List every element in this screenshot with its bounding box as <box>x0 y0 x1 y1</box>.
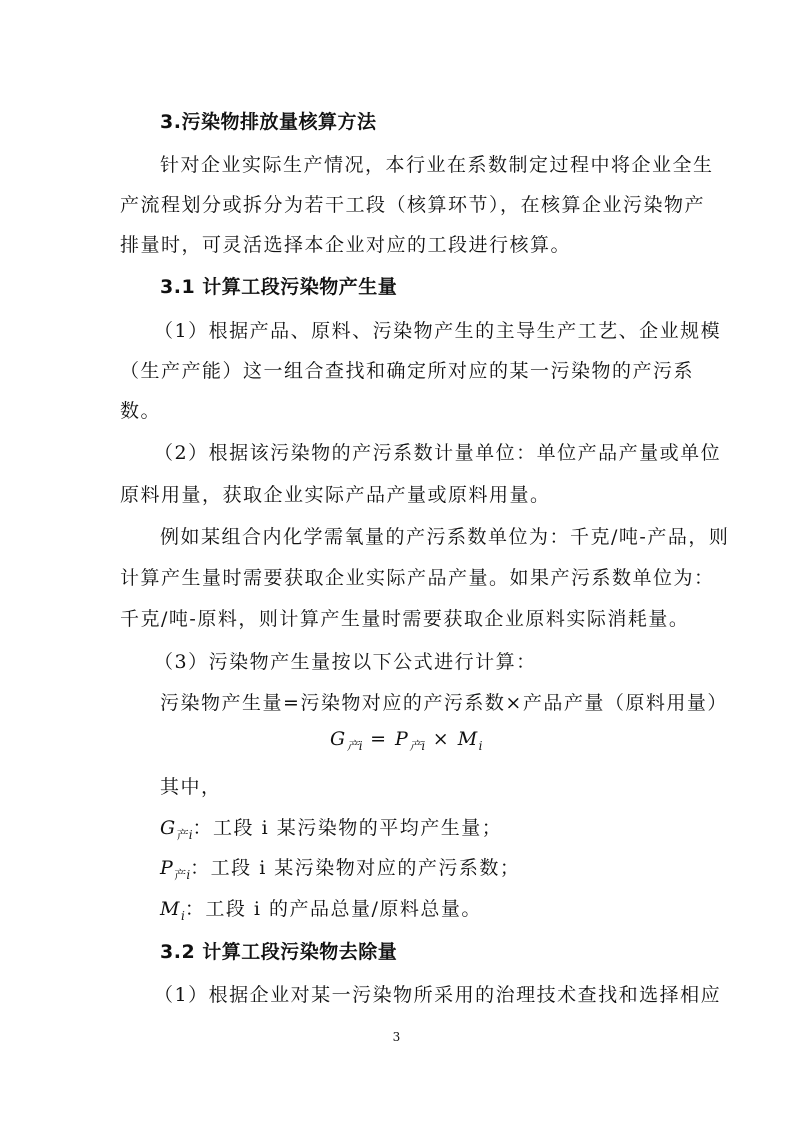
intro-line-1: 针对企业实际生产情况，本行业在系数制定过程中将企业全生 <box>160 154 714 176</box>
formula-times: × <box>425 728 458 750</box>
formula-P-sub-chan: 产 <box>409 739 422 753</box>
def-m-symbol: M <box>160 898 181 920</box>
def-m-text: ：工段 i 的产品总量/原料总量。 <box>184 898 482 920</box>
intro-line-3: 排量时，可灵活选择本企业对应的工段进行核算。 <box>120 234 572 256</box>
page-number: 3 <box>392 1030 401 1044</box>
formula-M: M <box>457 728 479 750</box>
def-g-sub-i: i <box>188 828 193 842</box>
formula-text: 污染物产生量=污染物对应的产污系数×产品产量（原料用量） <box>160 692 728 714</box>
item2-line-2: 原料用量，获取企业实际产品产量或原料用量。 <box>120 484 551 506</box>
item1-line-3: 数。 <box>120 400 162 422</box>
def-m-line <box>160 894 482 921</box>
formula-G-sub-chan: 产 <box>346 739 359 753</box>
def-g-line <box>160 813 502 840</box>
section-heading-3-1: 3.1 计算工段污染物产生量 <box>160 276 398 298</box>
item32-line-1: （1）根据企业对某一污染物所采用的治理技术查找和选择相应 <box>154 984 722 1006</box>
formula-G-sub-i: i <box>358 739 363 753</box>
item3-line: （3）污染物产生量按以下公式进行计算： <box>154 651 537 673</box>
def-p-sub-i: i <box>186 868 191 882</box>
def-g-symbol: G <box>160 817 177 839</box>
formula-P-sub-i: i <box>421 739 426 753</box>
section-heading-3: 3.污染物排放量核算方法 <box>160 111 377 133</box>
intro-line-2: 产流程划分或拆分为若干工段（核算环节），在核算企业污染物产 <box>120 194 706 216</box>
item1-line-2: （生产产能）这一组合查找和确定所对应的某一污染物的产污系 <box>120 360 695 382</box>
def-p-symbol: P <box>160 857 175 879</box>
def-m-sub-i: i <box>180 909 185 923</box>
def-p-sub-chan: 产 <box>174 868 187 882</box>
example-line-2: 计算产生量时需要获取企业实际产品产量。如果产污系数单位为： <box>120 567 715 589</box>
qizhong-line: 其中， <box>160 776 222 798</box>
def-g-sub-chan: 产 <box>176 828 189 842</box>
section-heading-3-2: 3.2 计算工段污染物去除量 <box>160 941 398 963</box>
example-line-1: 例如某组合内化学需氧量的产污系数单位为：千克/吨-产品，则 <box>160 526 730 548</box>
def-p-text: ：工段 i 某污染物对应的产污系数； <box>190 857 521 879</box>
formula-M-sub-i: i <box>478 739 483 753</box>
formula-G: G <box>330 728 347 750</box>
item2-line-1: （2）根据该污染物的产污系数计量单位：单位产品产量或单位 <box>154 442 722 464</box>
formula-P: P <box>395 728 410 750</box>
def-g-text: ：工段 i 某污染物的平均产生量； <box>192 817 503 839</box>
item1-line-1: （1）根据产品、原料、污染物产生的主导生产工艺、企业规模 <box>154 320 722 342</box>
def-p-line <box>160 853 520 880</box>
example-line-3: 千克/吨-原料，则计算产生量时需要获取企业原料实际消耗量。 <box>120 608 690 630</box>
formula-equation <box>330 728 483 753</box>
formula-equals: = <box>362 728 396 750</box>
